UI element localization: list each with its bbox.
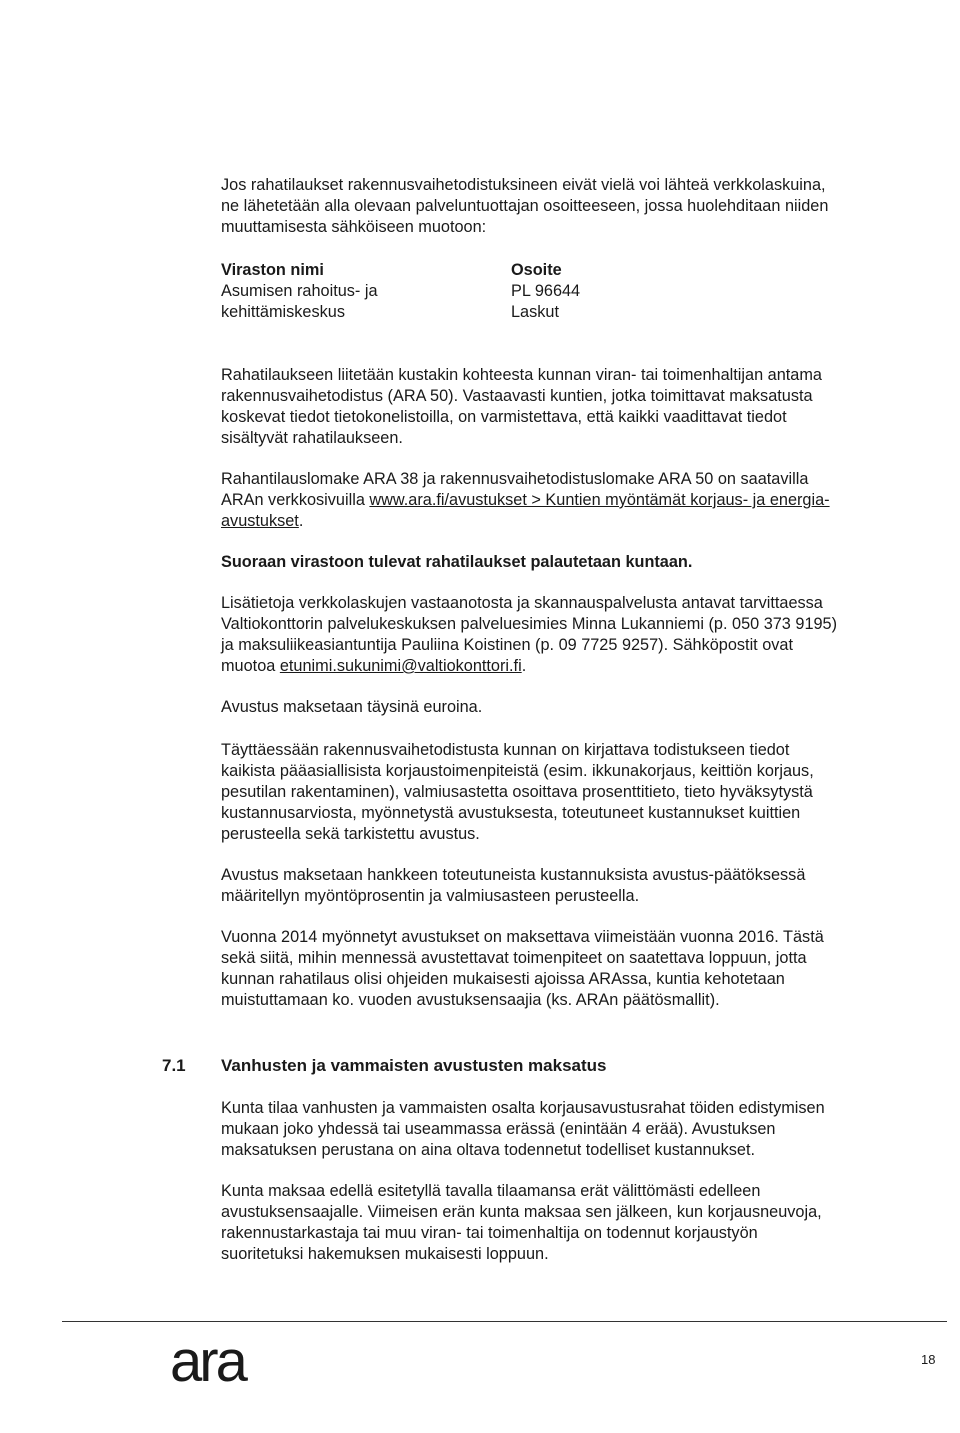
fill-paragraph: Täyttäessään rakennusvaihetodistusta kunnan on kirjattava todistukseen tiedot kaikista pääasiallisista korjaustoimenpiteistä (esim. ikkunakorjaus, keittiön korjaus, pesutilan rakentaminen), valmiusastetta osoittava prosenttitieto, tieto hyväksytystä kustannusarviosta, myönnetystä avustuksesta, toteutuneet kustannukset kuittien perusteella sekä tarkistettu avustus. — [221, 741, 814, 843]
ara-avustukset-link[interactable]: www.ara.fi/avustukset > Kuntien myöntämät korjaus- ja energia-avustukset — [221, 491, 830, 530]
euros-paragraph: Avustus maksetaan täysinä euroina. — [221, 698, 483, 716]
ara-logo: ara — [170, 1329, 245, 1394]
forms-text: Rahantilauslomake ARA 38 ja rakennusvaihetodistuslomake ARA 50 on saatavilla ARAn verkkosivuilla — [221, 470, 809, 509]
address-block — [221, 260, 841, 323]
info-end: . — [521, 657, 527, 675]
section-number: 7.1 — [162, 1056, 186, 1075]
office-name-heading: Viraston nimi — [221, 261, 324, 279]
section-paragraph: Kunta maksaa edellä esitetyllä tavalla tilaamansa erät välittömästi edelleen avustuksensaajalle. Viimeisen erän kunta maksaa sen jälkeen, kun korjausneuvoja, rakennustarkastaja tai muu viran- tai toimenhaltija on todennut korjaustyön suoritetuksi hakemuksen mukaisesti loppuun. — [221, 1182, 822, 1263]
forms-paragraph — [221, 469, 841, 532]
returned-notice: Suoraan virastoon tulevat rahatilaukset palautetaan kuntaan. — [221, 553, 693, 571]
info-text: Lisätietoja verkkolaskujen vastaanotosta ja skannauspalvelusta antavat tarvittaessa Valtiokonttorin palvelukeskuksen palveluesimies Minna Lukanniemi (p. 050 373 9195) ja maksuliikeasiantuntija Pauliina Koistinen (p. 09 7725 9257). Sähköpostit ovat muotoa — [221, 594, 838, 675]
main-content — [221, 175, 841, 1031]
section-title: Vanhusten ja vammaisten avustusten maksatus — [221, 1056, 607, 1075]
page-number: 18 — [921, 1352, 936, 1367]
office-name-column — [221, 260, 511, 323]
office-name-line: Asumisen rahoitus- ja — [221, 282, 378, 300]
office-name-line: kehittämiskeskus — [221, 303, 345, 321]
footer-divider — [62, 1321, 947, 1322]
address-line: PL 96644 — [511, 282, 581, 300]
forms-end: . — [298, 512, 304, 530]
paid-paragraph: Avustus maksetaan hankkeen toteutuneista kustannuksista avustus-päätöksessä määritellyn myöntöprosentin ja valmiusasteen perusteella. — [221, 866, 806, 905]
attachment-paragraph: Rahatilaukseen liitetään kustakin kohteesta kunnan viran- tai toimenhaltijan antama rakennusvaihetodistus (ARA 50). Vastaavasti kuntien, jotka toimittavat maksatusta koskevat tiedot tietokonelistoilla, on varmistettava, että kaikki vaadittavat tiedot sisältyvät rahatilaukseen. — [221, 366, 822, 447]
section-heading — [162, 1055, 862, 1076]
year-2014-paragraph: Vuonna 2014 myönnetyt avustukset on maksettava viimeistään vuonna 2016. Tästä sekä siitä, mihin mennessä avustettavat toimenpiteet on saatettava loppuun, jotta kunnan rahatilaus olisi ohjeiden mukaisesti ajoissa ARAssa, kuntia kehotetaan muistuttamaan ko. vuoden avustuksensaajia (ks. ARAn päätösmallit). — [221, 928, 824, 1009]
email-format-link[interactable]: etunimi.sukunimi@valtiokonttori.fi — [279, 657, 522, 675]
section-body — [221, 1098, 841, 1265]
info-paragraph — [221, 593, 841, 677]
address-line: Laskut — [511, 303, 559, 321]
section-7-1 — [162, 1055, 862, 1285]
intro-paragraph: Jos rahatilaukset rakennusvaihetodistuksineen eivät vielä voi lähteä verkkolaskuina, ne lähetetään alla olevaan palveluntuottajan osoitteeseen, jossa huolehditaan niiden muuttamisesta sähköiseen muotoon: — [221, 176, 829, 236]
address-heading: Osoite — [511, 261, 562, 279]
address-column — [511, 260, 811, 323]
section-paragraph: Kunta tilaa vanhusten ja vammaisten osalta korjausavustusrahat töiden edistymisen mukaan joko yhdessä tai useammassa erässä (enintään 4 erää). Avustuksen maksatuksen perustana on aina oltava todennetut todelliset kustannukset. — [221, 1099, 825, 1159]
